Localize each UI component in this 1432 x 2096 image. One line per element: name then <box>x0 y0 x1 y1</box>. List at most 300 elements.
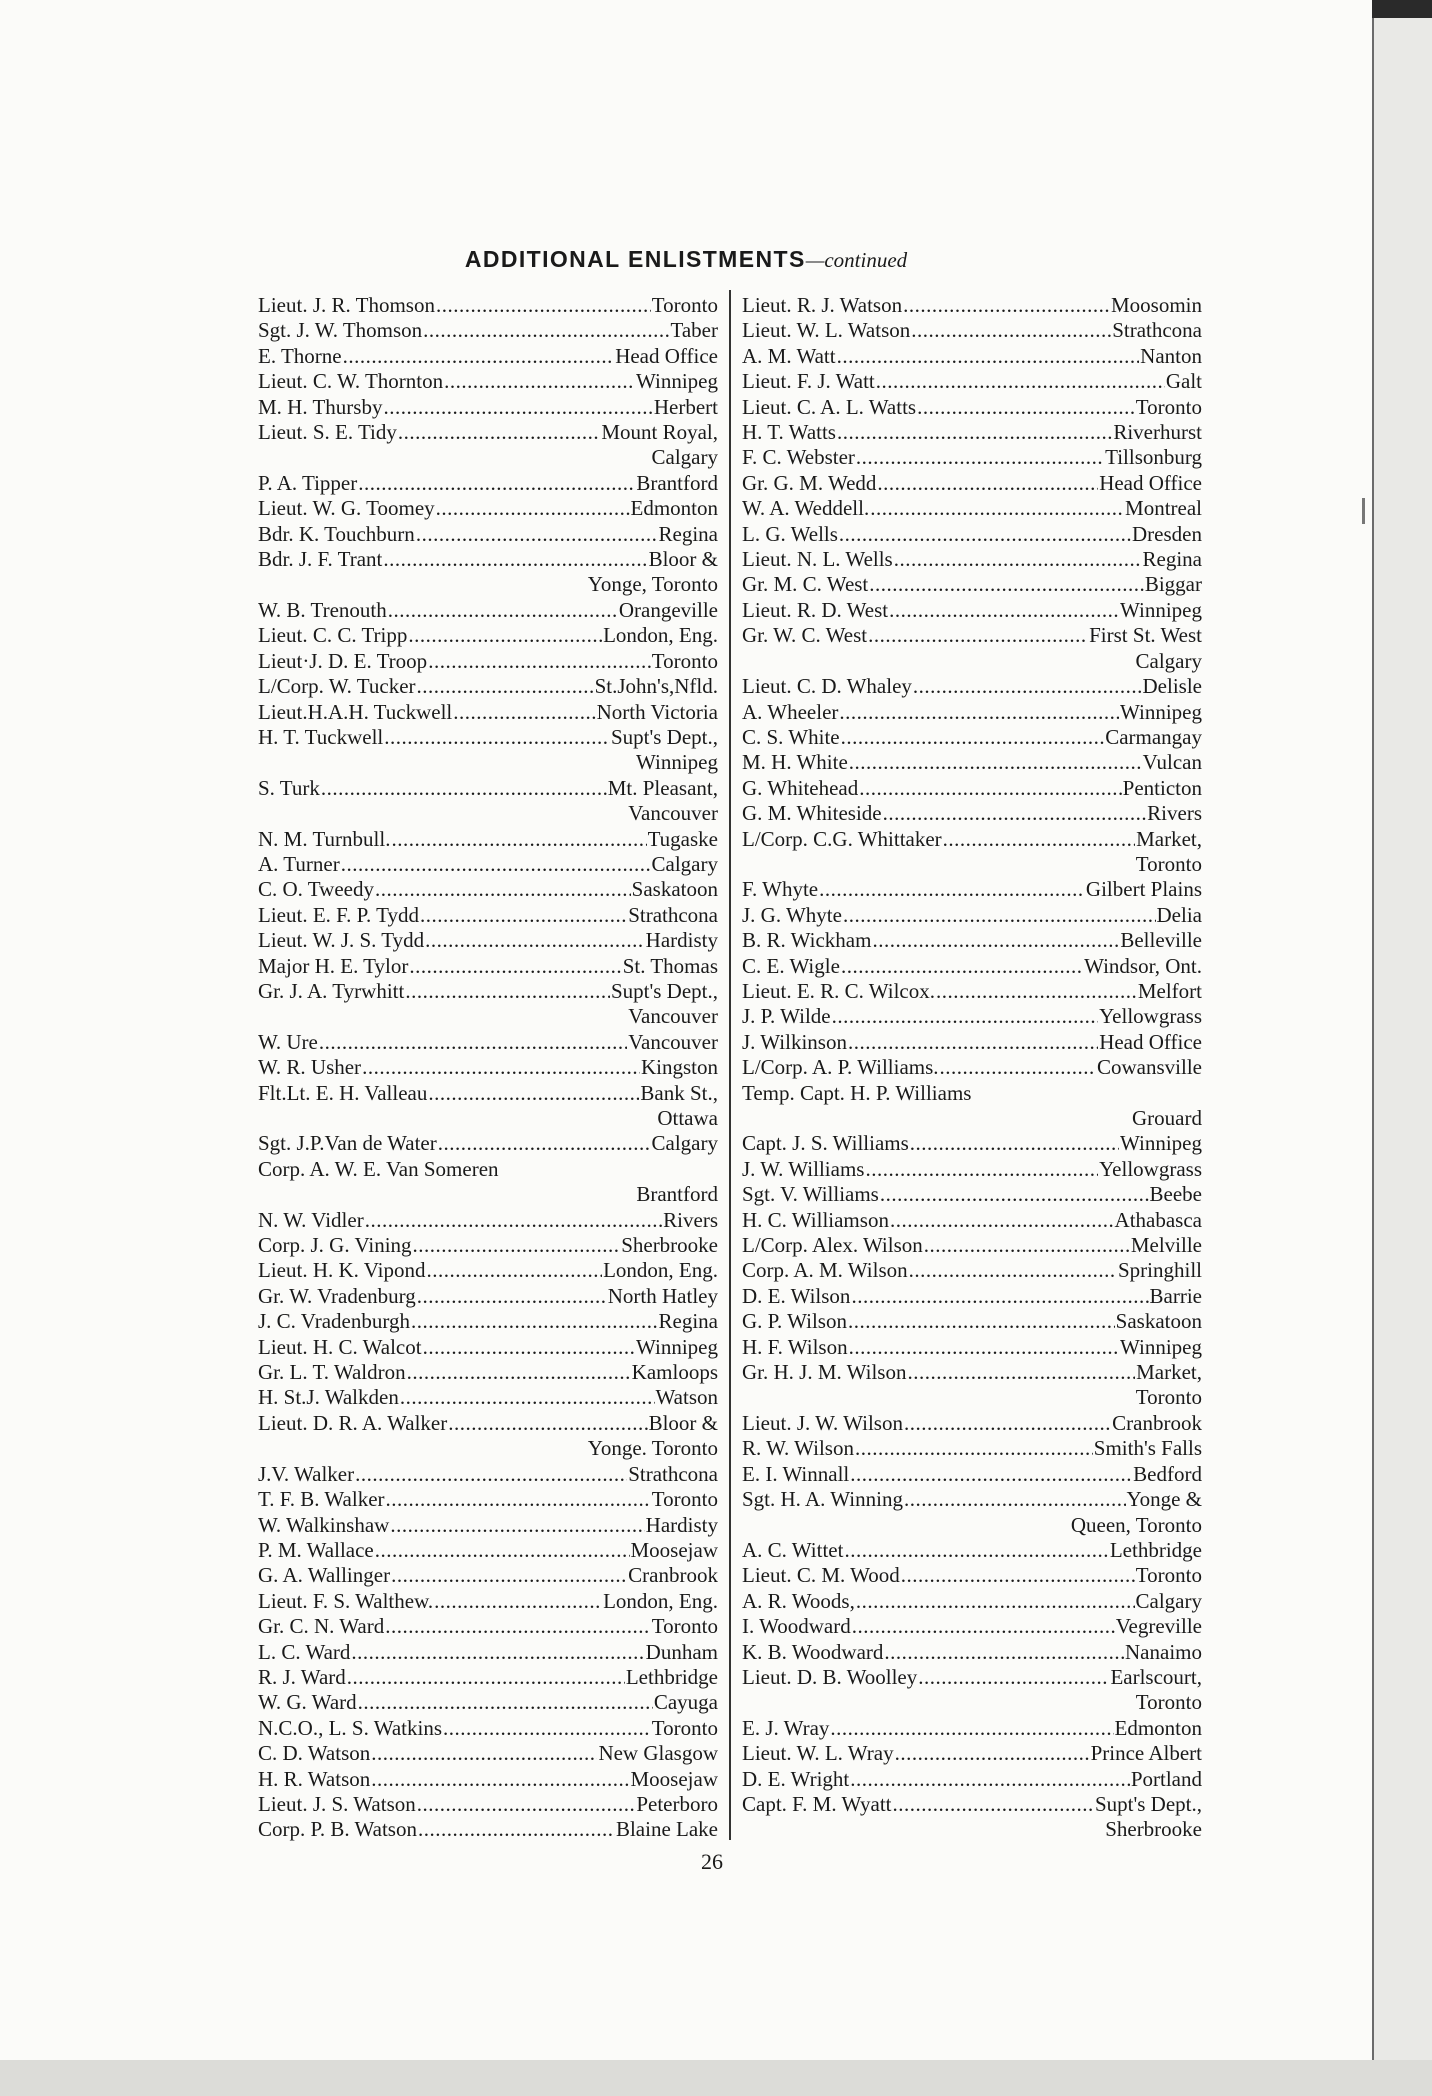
list-item <box>742 1792 1202 1843</box>
enlistee-name: Lieut. H. K. Vipond <box>258 1258 426 1283</box>
enlistee-location: Rivers <box>663 1207 718 1232</box>
entry-line <box>258 293 718 318</box>
enlistee-location: Winnipeg <box>1120 699 1202 724</box>
enlistee-location-continued: Winnipeg <box>636 750 718 775</box>
entry-line <box>742 1030 1202 1055</box>
list-item <box>258 1208 718 1233</box>
enlistee-location: Winnipeg <box>636 1334 718 1359</box>
enlistee-location: Nanaimo <box>1125 1639 1202 1664</box>
dot-leader <box>418 1817 615 1842</box>
enlistee-location: Smith's Falls <box>1093 1436 1202 1461</box>
enlistee-location: Brantford <box>636 470 718 495</box>
enlistee-location: Prince Albert <box>1090 1741 1202 1766</box>
entry-line <box>742 318 1202 343</box>
enlistee-location: North Victoria <box>596 699 718 724</box>
list-item <box>742 1182 1202 1207</box>
enlistee-location: Lethbridge <box>1109 1537 1202 1562</box>
dot-leader <box>856 1589 1135 1614</box>
enlistee-location: Herbert <box>653 394 718 419</box>
enlistee-name: J. C. Vradenburgh <box>258 1309 410 1334</box>
entry-line <box>258 1335 718 1360</box>
enlistee-name: C. D. Watson <box>258 1741 371 1766</box>
list-item <box>258 1131 718 1156</box>
enlistee-location: Sherbrooke <box>621 1233 718 1258</box>
entry-line <box>742 674 1202 699</box>
entry-line <box>742 903 1202 928</box>
enlistee-name: W. R. Usher <box>258 1055 362 1080</box>
dot-leader <box>436 496 630 521</box>
enlistee-name: L/Corp. Alex. Wilson <box>742 1233 923 1258</box>
entry-line <box>742 1309 1202 1334</box>
enlistee-location: Hardisty <box>645 1512 718 1537</box>
dot-leader <box>859 776 1121 801</box>
dot-leader <box>856 445 1104 470</box>
enlistee-location-continued: Toronto <box>1135 1385 1202 1410</box>
list-item <box>742 445 1202 470</box>
enlistee-name: Bdr. K. Touchburn <box>258 521 415 546</box>
enlistee-name: Lieut. W. L. Wray <box>742 1741 894 1766</box>
dot-leader <box>851 1284 1148 1309</box>
dot-leader <box>901 1563 1135 1588</box>
dot-leader <box>398 420 600 445</box>
binding-shadow <box>1372 0 1432 18</box>
enlistee-name: Gr. J. A. Tyrwhitt <box>258 978 405 1003</box>
list-item <box>258 522 718 547</box>
enlistee-name: Lieut. N. L. Wells <box>742 547 893 572</box>
dot-leader <box>365 1208 662 1233</box>
enlistee-name: Major H. E. Tylor <box>258 953 409 978</box>
enlistee-name: N. W. Vidler <box>258 1207 364 1232</box>
enlistee-name: Flt.Lt. E. H. Valleau <box>258 1080 428 1105</box>
list-item <box>742 1157 1202 1182</box>
entry-line <box>742 1741 1202 1766</box>
dot-leader <box>420 903 627 928</box>
enlistee-location: New Glasgow <box>598 1741 718 1766</box>
dot-leader <box>341 852 651 877</box>
entry-line <box>258 1665 718 1690</box>
entry-line <box>258 1462 718 1487</box>
enlistee-name: A. R. Woods, <box>742 1588 855 1613</box>
enlistee-name: Lieut. C. D. Whaley <box>742 674 912 699</box>
list-item <box>742 420 1202 445</box>
entry-line <box>742 420 1202 445</box>
enlistee-name: P. M. Wallace <box>258 1537 374 1562</box>
dot-leader <box>848 1309 1115 1334</box>
enlistee-location: Toronto <box>651 1614 718 1639</box>
entry-line <box>742 1208 1202 1233</box>
entry-line <box>742 1004 1202 1029</box>
enlistee-name: L. G. Wells <box>742 521 838 546</box>
enlistee-name: I. Woodward <box>742 1614 851 1639</box>
enlistee-location: Head Office <box>1099 1029 1202 1054</box>
list-item <box>258 623 718 648</box>
enlistee-name: Lieut. H. C. Walcot <box>258 1334 422 1359</box>
dot-leader <box>384 725 610 750</box>
dot-leader <box>910 1131 1119 1156</box>
enlistee-name: W. G. Ward <box>258 1690 357 1715</box>
list-item <box>742 598 1202 623</box>
list-item <box>258 1487 718 1512</box>
entry-line <box>742 979 1202 1004</box>
dot-leader <box>852 1614 1115 1639</box>
enlistee-name: G. M. Whiteside <box>742 801 882 826</box>
enlistee-name: Lieut.H.A.H. Tuckwell <box>258 699 453 724</box>
entry-line <box>258 1817 718 1842</box>
list-item <box>258 1640 718 1665</box>
enlistee-location: Hardisty <box>645 928 718 953</box>
enlistee-location-continued: Queen, Toronto <box>1070 1512 1202 1537</box>
enlistee-name: D. E. Wilson <box>742 1283 851 1308</box>
enlistee-location: Strathcona <box>1112 318 1202 343</box>
entry-line <box>742 1233 1202 1258</box>
list-item <box>742 471 1202 496</box>
list-item <box>742 954 1202 979</box>
enlistee-location: Toronto <box>651 648 718 673</box>
list-item <box>258 598 718 623</box>
entry-line <box>742 522 1202 547</box>
list-item <box>258 1335 718 1360</box>
enlistee-location: Edmonton <box>1114 1715 1202 1740</box>
dot-leader <box>917 395 1135 420</box>
dot-leader <box>375 1538 630 1563</box>
enlistee-name: L. C. Ward <box>258 1639 351 1664</box>
entry-line <box>742 1081 1202 1106</box>
entry-line <box>742 750 1202 775</box>
enlistee-location: First St. West <box>1089 623 1202 648</box>
enlistee-location: Winnipeg <box>1120 597 1202 622</box>
enlistee-location: Penticton <box>1122 775 1202 800</box>
dot-leader <box>913 674 1142 699</box>
enlistee-name: Lieut. J. W. Wilson <box>742 1410 903 1435</box>
entry-line <box>258 649 718 674</box>
entry-line <box>742 471 1202 496</box>
enlistee-location: Calgary <box>651 851 718 876</box>
entry-line <box>258 471 718 496</box>
list-item <box>258 1081 718 1132</box>
enlistee-location: Saskatoon <box>1115 1309 1202 1334</box>
entry-line <box>258 1081 718 1106</box>
enlistee-location-continued: Ottawa <box>657 1106 718 1130</box>
dot-leader <box>893 1792 1094 1817</box>
entry-line <box>742 623 1202 648</box>
enlistee-location: Blaine Lake <box>615 1817 718 1842</box>
enlistee-name: Corp. A. W. E. Van Someren <box>258 1156 499 1181</box>
dot-leader <box>865 1157 1098 1182</box>
enlistee-name: E. J. Wray <box>742 1715 830 1740</box>
entry-line <box>258 1792 718 1817</box>
enlistee-location: Orangeville <box>618 597 718 622</box>
enlistee-name: Lieut. C. C. Tripp <box>258 623 408 648</box>
list-item <box>258 1741 718 1766</box>
enlistee-location: Gilbert Plains <box>1085 877 1202 902</box>
entry-line <box>258 369 718 394</box>
enlistee-name: H. C. Williamson <box>742 1207 889 1232</box>
enlistee-name: H. F. Wilson <box>742 1334 848 1359</box>
entry-line <box>258 852 718 877</box>
list-item <box>742 827 1202 878</box>
enlistee-name: J. P. Wilde <box>742 1004 831 1029</box>
dot-leader <box>362 1055 640 1080</box>
entry-line <box>258 674 718 699</box>
enlistee-location: Strathcona <box>628 1461 718 1486</box>
entry-line <box>258 522 718 547</box>
enlistee-name: Lieut. C. M. Wood <box>742 1563 900 1588</box>
entry-line <box>258 1055 718 1080</box>
list-item <box>258 700 718 725</box>
enlistee-location: Edmonton <box>630 496 718 521</box>
dot-leader <box>444 369 635 394</box>
entry-line <box>742 801 1202 826</box>
enlistee-name: Corp. P. B. Watson <box>258 1817 417 1842</box>
enlistee-name: Lieut. D. R. A. Walker <box>258 1410 448 1435</box>
list-item <box>742 1335 1202 1360</box>
dot-leader <box>883 801 1147 826</box>
list-item <box>742 801 1202 826</box>
entry-line <box>258 1640 718 1665</box>
enlistee-name: Lieut. F. S. Walthew. <box>258 1588 434 1613</box>
list-item <box>742 522 1202 547</box>
dot-leader <box>868 623 1088 648</box>
dot-leader <box>848 1030 1098 1055</box>
dot-leader <box>849 1335 1119 1360</box>
list-item <box>258 1030 718 1055</box>
enlistee-name: Sgt. J.P.Van de Water <box>258 1131 437 1156</box>
dot-leader <box>409 954 621 979</box>
entry-line <box>258 1411 718 1436</box>
enlistee-name: C. E. Wigle <box>742 953 840 978</box>
enlistee-name: W. Walkinshaw <box>258 1512 390 1537</box>
enlistee-name: Gr. G. M. Wedd <box>742 470 877 495</box>
page-heading <box>0 246 1372 273</box>
enlistee-location: Cowansville <box>1097 1055 1202 1080</box>
dot-leader <box>924 1233 1130 1258</box>
list-item <box>742 1665 1202 1716</box>
dot-leader <box>371 1741 597 1766</box>
dot-leader <box>423 318 669 343</box>
dot-leader <box>889 598 1119 623</box>
enlistee-location: Bedford <box>1133 1461 1202 1486</box>
list-item <box>258 1411 718 1462</box>
dot-leader <box>894 547 1142 572</box>
enlistee-name: Lieut. E. R. C. Wilcox. <box>742 978 935 1003</box>
dot-leader <box>423 1335 635 1360</box>
enlistee-location: Calgary <box>1135 1588 1202 1613</box>
entry-line <box>742 1182 1202 1207</box>
list-item <box>258 547 718 598</box>
list-item <box>742 750 1202 775</box>
enlistee-name: C. O. Tweedy <box>258 877 374 902</box>
dot-leader <box>837 344 1140 369</box>
entry-line <box>742 1131 1202 1156</box>
list-item <box>258 725 718 776</box>
enlistee-location: Yellowgrass <box>1099 1004 1202 1029</box>
entry-line <box>258 318 718 343</box>
enlistee-name: Lieut. S. E. Tidy <box>258 420 397 445</box>
dot-leader <box>427 1258 603 1283</box>
dot-leader <box>849 750 1142 775</box>
dot-leader <box>438 1131 651 1156</box>
dot-leader <box>417 1792 636 1817</box>
dot-leader <box>870 496 1124 521</box>
enlistee-name: N.C.O., L. S. Watkins <box>258 1715 443 1740</box>
list-item <box>742 928 1202 953</box>
entry-line <box>742 1360 1202 1385</box>
enlistee-location: London, Eng. <box>603 1258 718 1283</box>
list-item <box>258 1792 718 1817</box>
dot-leader <box>319 1030 627 1055</box>
entry-line <box>258 420 718 445</box>
list-item <box>742 979 1202 1004</box>
list-item <box>742 725 1202 750</box>
list-item <box>258 395 718 420</box>
dot-leader <box>877 471 1098 496</box>
enlistee-location: Toronto <box>1135 394 1202 419</box>
enlistee-location: Mt. Pleasant, <box>607 775 718 800</box>
dot-leader <box>391 827 646 852</box>
dot-leader <box>832 1004 1098 1029</box>
dot-leader <box>841 725 1105 750</box>
list-item <box>258 1385 718 1410</box>
list-item <box>742 395 1202 420</box>
list-item <box>258 1360 718 1385</box>
list-item <box>742 1741 1202 1766</box>
enlistee-location: Head Office <box>615 343 718 368</box>
entry-line <box>258 903 718 928</box>
dot-leader <box>413 1233 621 1258</box>
entry-line <box>258 1767 718 1792</box>
list-item <box>742 1030 1202 1055</box>
enlistee-name: J. Wilkinson <box>742 1029 847 1054</box>
enlistee-name: J. W. Williams <box>742 1156 865 1181</box>
enlistee-location: Supt's Dept., <box>610 978 718 1003</box>
enlistee-name: F. C. Webster <box>742 445 855 470</box>
enlistee-location: Barrie <box>1149 1283 1202 1308</box>
enlistee-location: Yellowgrass <box>1099 1156 1202 1181</box>
dot-leader <box>943 827 1135 852</box>
entry-line <box>742 1614 1202 1639</box>
enlistee-location: Melville <box>1130 1233 1202 1258</box>
dot-leader <box>850 1462 1132 1487</box>
entry-line <box>742 1258 1202 1283</box>
enlistee-location: Rivers <box>1147 801 1202 826</box>
entry-line <box>742 1411 1202 1436</box>
entry-line <box>742 1487 1202 1512</box>
entry-line <box>742 954 1202 979</box>
enlistee-name: Lieut. W. L. Watson <box>742 318 911 343</box>
dot-leader <box>428 649 651 674</box>
enlistee-location: Springhill <box>1117 1258 1202 1283</box>
dot-leader <box>434 1589 602 1614</box>
entry-line <box>258 1563 718 1588</box>
enlistee-location: Bloor & <box>648 547 718 572</box>
enlistee-location-continued: Toronto <box>1135 1690 1202 1715</box>
enlistee-location: Carmangay <box>1105 724 1202 749</box>
column-divider <box>729 290 731 1840</box>
list-item <box>258 1563 718 1588</box>
enlistee-name: P. A. Tipper <box>258 470 358 495</box>
dot-leader <box>876 369 1165 394</box>
enlistee-name: E. I. Winnall <box>742 1461 850 1486</box>
entry-line <box>258 496 718 521</box>
enlistee-location-continued: Calgary <box>651 445 718 470</box>
heading-title: ADDITIONAL ENLISTMENTS <box>464 246 806 272</box>
entry-line <box>258 877 718 902</box>
list-item <box>742 572 1202 597</box>
entry-line <box>742 496 1202 521</box>
list-item <box>258 369 718 394</box>
enlistee-location: Toronto <box>1135 1563 1202 1588</box>
enlistee-location: Kamloops <box>631 1360 718 1385</box>
dot-leader <box>343 344 615 369</box>
enlistee-location: Portland <box>1130 1766 1202 1791</box>
dot-leader <box>907 1360 1135 1385</box>
page-number: 26 <box>701 1849 723 1874</box>
dot-leader <box>872 928 1119 953</box>
enlistee-name: G. Whitehead <box>742 775 859 800</box>
entry-line <box>258 979 718 1004</box>
enlistee-location: Nanton <box>1140 343 1202 368</box>
enlistee-name: A. C. Wittet <box>742 1537 844 1562</box>
entry-line <box>742 776 1202 801</box>
dot-leader <box>355 1462 627 1487</box>
list-item <box>258 903 718 928</box>
enlistee-name: H. St.J. Walkden <box>258 1385 399 1410</box>
entry-line <box>258 1741 718 1766</box>
dot-leader <box>411 1309 658 1334</box>
dot-leader <box>443 1716 651 1741</box>
enlistee-name: Capt. J. S. Williams <box>742 1131 909 1156</box>
enlistee-name: Temp. Capt. H. P. Williams <box>742 1080 972 1105</box>
enlistee-name: Lieut. J. S. Watson <box>258 1791 416 1816</box>
enlistee-name: J. G. Whyte <box>742 902 842 927</box>
enlistee-name: Lieut. W. G. Toomey <box>258 496 435 521</box>
dot-leader <box>895 1741 1090 1766</box>
list-item <box>258 1767 718 1792</box>
enlistee-location: Moosomin <box>1110 293 1202 317</box>
dot-leader <box>388 598 618 623</box>
enlistee-location: Lethbridge <box>625 1664 718 1689</box>
entry-line <box>258 1487 718 1512</box>
enlistee-location: Toronto <box>651 1715 718 1740</box>
entry-line <box>742 1589 1202 1614</box>
enlistee-name: Lieut·J. D. E. Troop <box>258 648 428 673</box>
page-edge-mark <box>1362 498 1365 524</box>
list-item <box>742 1767 1202 1792</box>
list-item <box>742 1284 1202 1309</box>
dot-leader <box>453 700 595 725</box>
dot-leader <box>843 903 1156 928</box>
list-item <box>258 877 718 902</box>
enlistee-location: North Hatley <box>607 1283 718 1308</box>
list-item <box>258 1284 718 1309</box>
enlistee-name: A. Wheeler <box>742 699 839 724</box>
dot-leader <box>904 1487 1126 1512</box>
entry-line <box>742 1640 1202 1665</box>
list-item <box>258 928 718 953</box>
enlistee-name: Gr. H. J. M. Wilson <box>742 1360 907 1385</box>
list-item <box>258 496 718 521</box>
enlistee-location: Cranbrook <box>628 1563 718 1588</box>
list-item <box>742 496 1202 521</box>
enlistee-location: Montreal <box>1125 496 1202 521</box>
entry-line <box>258 928 718 953</box>
list-item <box>742 903 1202 928</box>
list-item <box>742 1487 1202 1538</box>
dot-leader <box>407 1360 631 1385</box>
enlistee-name: Sgt. V. Williams <box>742 1182 879 1207</box>
dot-leader <box>417 674 594 699</box>
list-item <box>258 1538 718 1563</box>
